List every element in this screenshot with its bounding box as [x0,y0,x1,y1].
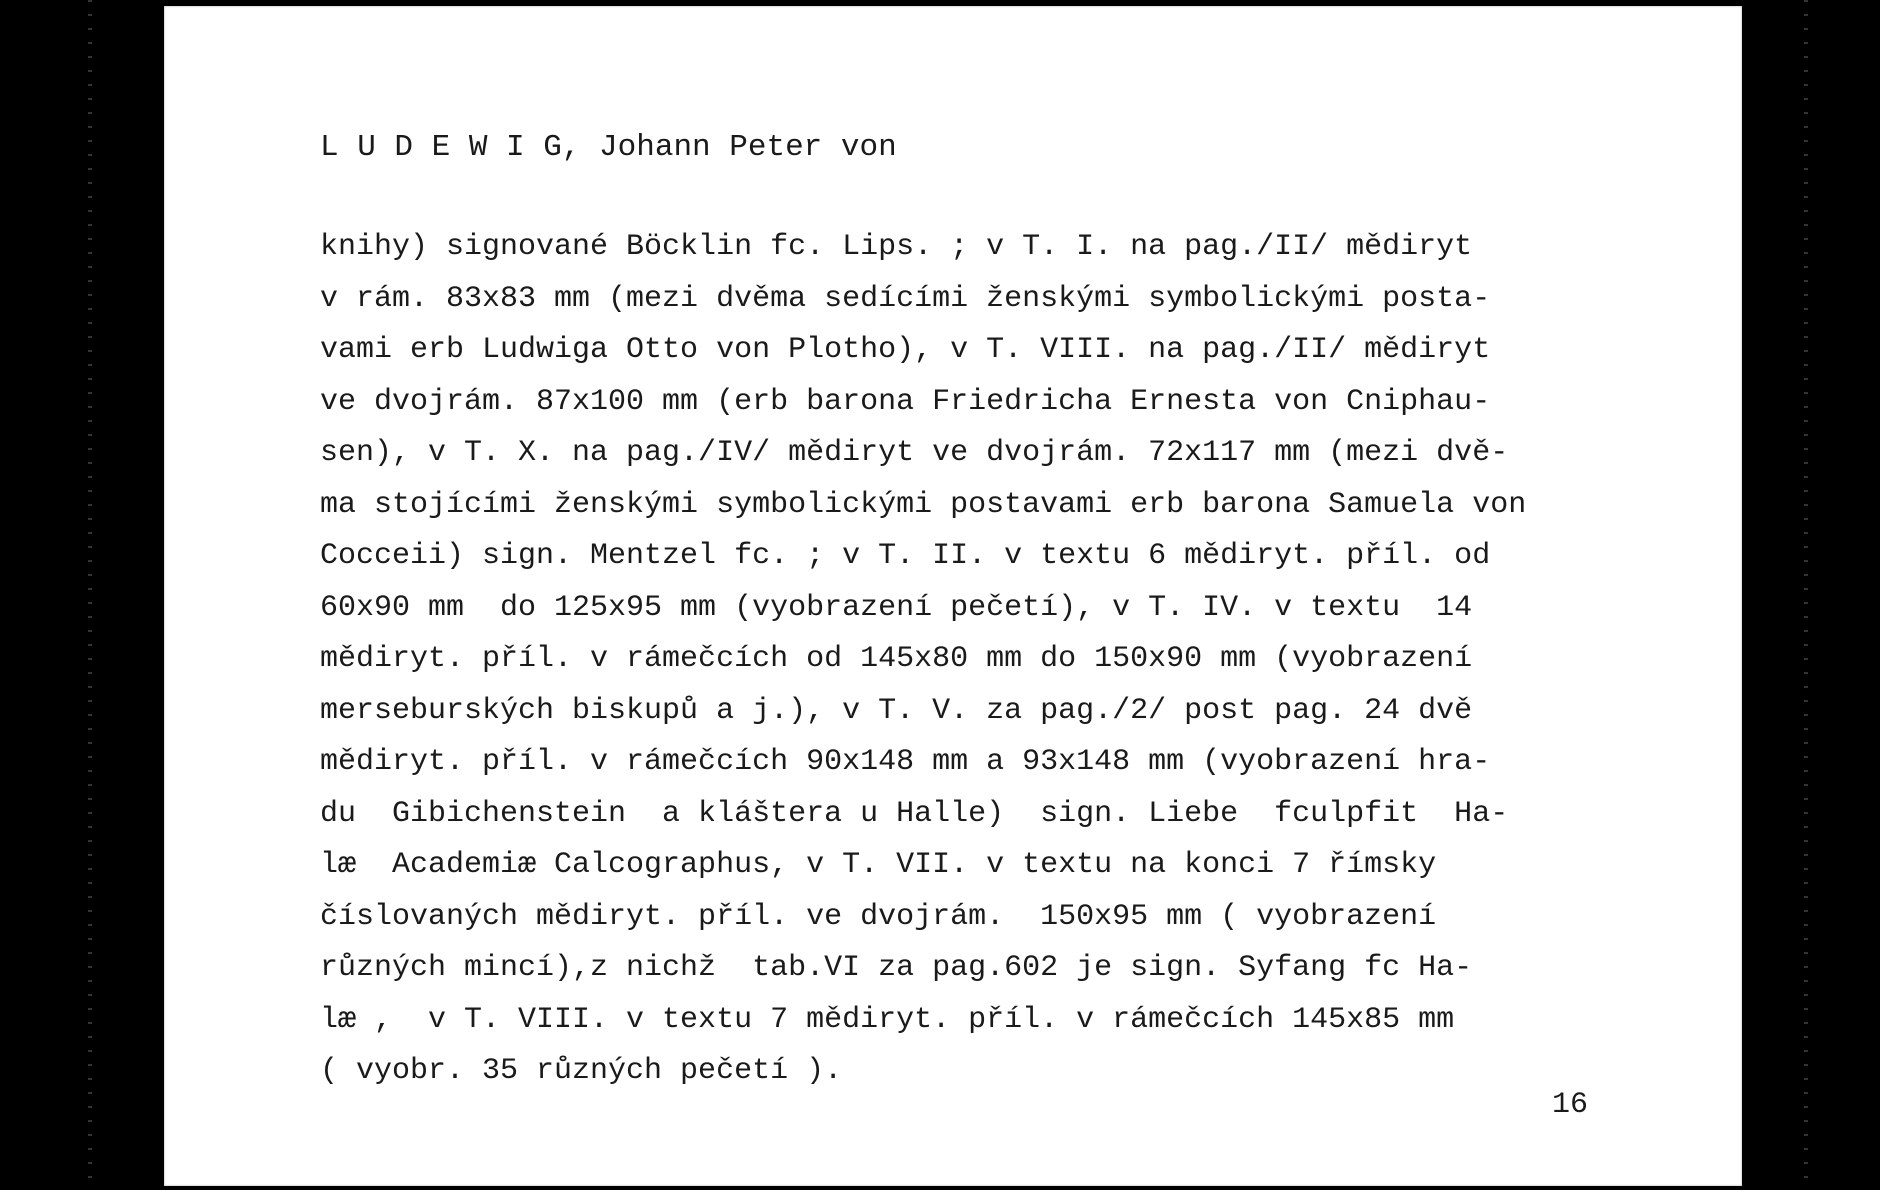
text-line: v rám. 83x83 mm (mezi dvěma sedícími ženskými symbolickými posta- [320,281,1491,316]
text-line: merseburských biskupů a j.), v T. V. za pag./2/ post pag. 24 dvě [320,693,1473,728]
card-body [320,222,1526,1098]
text-line: sen), v T. X. na pag./IV/ mědiryt ve dvojrám. 72x117 mm (mezi dvě- [320,436,1509,470]
text-line: Cocceii) sign. Mentzel fc. ; v T. II. v textu 6 mědiryt. příl. od [320,539,1491,573]
text-line: ma stojícími ženskými symbolickými postavami erb barona Samuela von [320,487,1527,522]
text-line: mědiryt. příl. v rámečcích 90x148 mm a 93x148 mm (vyobrazení hra- [320,745,1491,779]
text-line: mědiryt. příl. v rámečcích od 145x80 mm do 150x90 mm (vyobrazení [320,642,1473,676]
left-border-speckles [88,0,92,1190]
right-border-speckles [1804,0,1808,1190]
text-line: læ Academiæ Calcographus, v T. VII. v textu na konci 7 římsky [320,848,1437,882]
text-line: vami erb Ludwiga Otto von Plotho), v T. VIII. na pag./II/ mědiryt [320,333,1491,367]
text-line: číslovaných mědiryt. příl. ve dvojrám. 150x95 mm ( vyobrazení [320,899,1437,934]
card-heading: L U D E W I G, Johann Peter von [320,130,897,165]
text-line: læ , v T. VIII. v textu 7 mědiryt. příl. v rámečcích 145x85 mm [320,1002,1455,1037]
text-line: knihy) signované Böcklin fc. Lips. ; v T. I. na pag./II/ mědiryt [320,230,1473,264]
text-line: ve dvojrám. 87x100 mm (erb barona Friedricha Ernesta von Cniphau- [320,384,1491,419]
text-line: ( vyobr. 35 různých pečetí ). [320,1054,843,1088]
text-line: du Gibichenstein a kláštera u Halle) sign. Liebe fculpfit Ha- [320,796,1509,831]
text-line: různých mincí),z nichž tab.VI za pag.602 je sign. Syfang fc Ha- [320,951,1473,985]
page-number: 16 [1552,1088,1589,1122]
text-line: 60x90 mm do 125x95 mm (vyobrazení pečetí), v T. IV. v textu 14 [320,590,1473,625]
